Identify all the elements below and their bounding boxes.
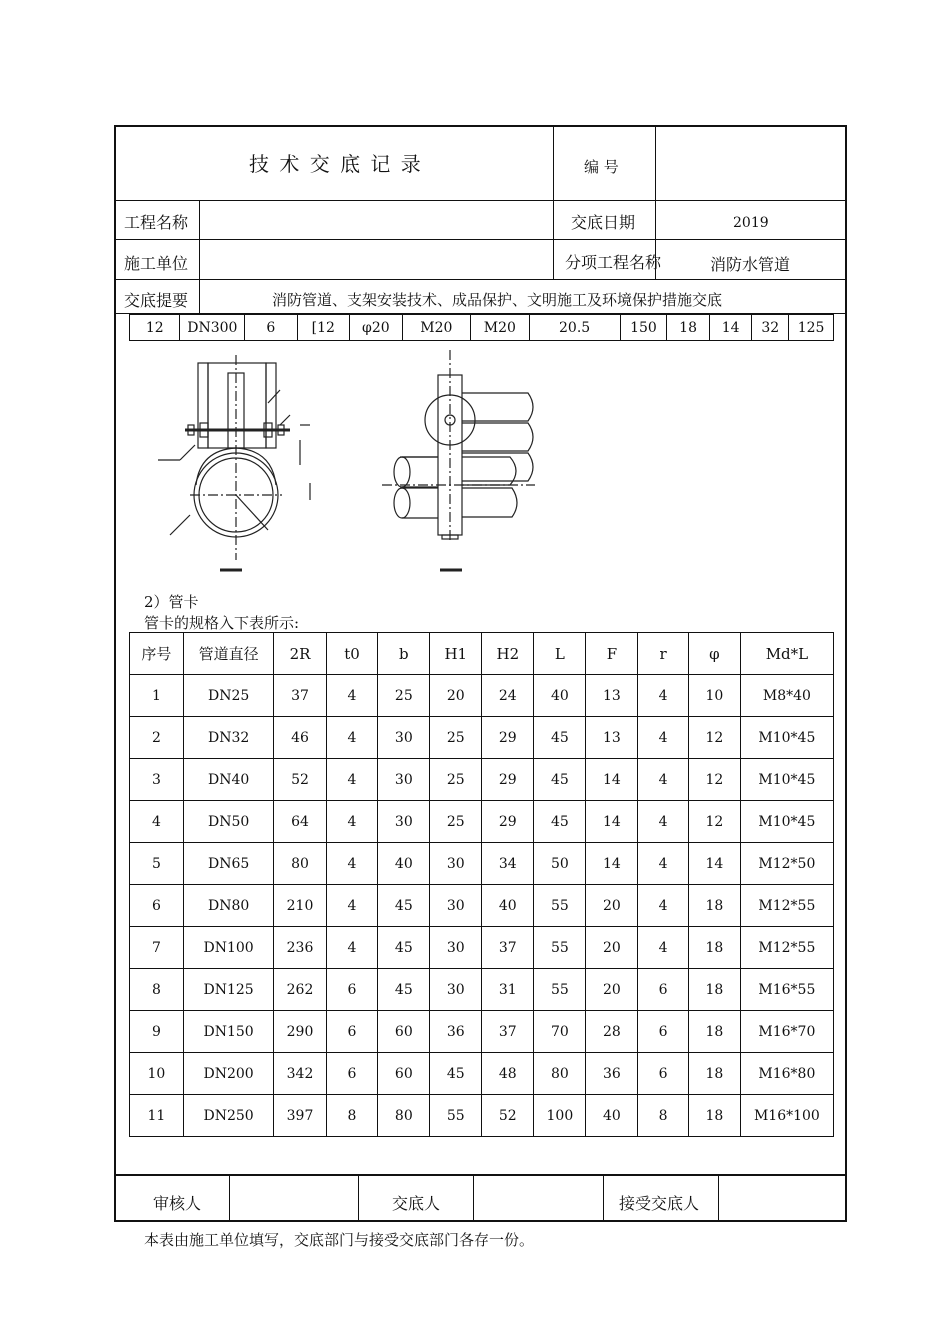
table-cell: M10*45 bbox=[740, 717, 833, 759]
table-cell: 60 bbox=[378, 1053, 430, 1095]
table-cell: 14 bbox=[688, 843, 740, 885]
table-cell: 64 bbox=[274, 801, 326, 843]
table-cell: 150 bbox=[620, 315, 667, 341]
table-cell: 80 bbox=[274, 843, 326, 885]
table-cell: 40 bbox=[378, 843, 430, 885]
table-cell: 4 bbox=[638, 759, 689, 801]
table-cell: 55 bbox=[534, 969, 586, 1011]
table-cell: M16*100 bbox=[740, 1095, 833, 1137]
table-cell: 14 bbox=[586, 759, 638, 801]
table-cell: 8 bbox=[326, 1095, 378, 1137]
date-label: 交底日期 bbox=[571, 213, 636, 232]
table-cell: 55 bbox=[534, 885, 586, 927]
table-cell: 37 bbox=[482, 1011, 534, 1053]
table-cell: 52 bbox=[482, 1095, 534, 1137]
table-cell: 6 bbox=[326, 1011, 378, 1053]
table-cell: 18 bbox=[688, 1053, 740, 1095]
table-row bbox=[130, 1053, 834, 1095]
number-label: 编 号 bbox=[584, 158, 619, 176]
table-cell: 7 bbox=[130, 927, 184, 969]
table-cell: 28 bbox=[586, 1011, 638, 1053]
table-cell: M16*55 bbox=[740, 969, 833, 1011]
table-cell: 40 bbox=[482, 885, 534, 927]
table-cell: 37 bbox=[482, 927, 534, 969]
table-cell: 12 bbox=[130, 315, 180, 341]
table-cell: DN80 bbox=[183, 885, 274, 927]
table-header-row bbox=[130, 633, 834, 675]
table-row bbox=[130, 315, 834, 341]
table-cell: 29 bbox=[482, 717, 534, 759]
divider bbox=[358, 1175, 359, 1222]
summary-value: 消防管道、支架安装技术、成品保护、文明施工及环境保护措施交底 bbox=[272, 291, 723, 309]
table-header-cell: H2 bbox=[482, 633, 534, 675]
table-cell: 6 bbox=[130, 885, 184, 927]
table-cell: 262 bbox=[274, 969, 326, 1011]
table-cell: 236 bbox=[274, 927, 326, 969]
table-cell: 14 bbox=[709, 315, 752, 341]
table-cell: 4 bbox=[326, 717, 378, 759]
table-cell: 6 bbox=[638, 1011, 689, 1053]
divider bbox=[199, 200, 200, 313]
table-cell: 40 bbox=[534, 675, 586, 717]
divider bbox=[114, 239, 847, 240]
table-cell: 50 bbox=[534, 843, 586, 885]
table-cell: DN65 bbox=[183, 843, 274, 885]
table-cell: 37 bbox=[274, 675, 326, 717]
table-cell: 45 bbox=[430, 1053, 482, 1095]
table-cell: M12*55 bbox=[740, 927, 833, 969]
table-cell: 45 bbox=[534, 801, 586, 843]
table-cell: DN300 bbox=[180, 315, 245, 341]
table-cell: DN32 bbox=[183, 717, 274, 759]
divider bbox=[114, 279, 847, 280]
table-cell: M20 bbox=[402, 315, 470, 341]
table-cell: [12 bbox=[297, 315, 350, 341]
table-cell: 4 bbox=[638, 717, 689, 759]
discloser-label: 交底人 bbox=[392, 1194, 441, 1213]
table-cell: 45 bbox=[534, 717, 586, 759]
table-header-cell: 2R bbox=[274, 633, 326, 675]
table-row bbox=[130, 759, 834, 801]
table-cell: 45 bbox=[378, 969, 430, 1011]
table-cell: 4 bbox=[326, 801, 378, 843]
table-header-cell: H1 bbox=[430, 633, 482, 675]
table-cell: 12 bbox=[688, 801, 740, 843]
table-cell: 210 bbox=[274, 885, 326, 927]
table-cell: 6 bbox=[638, 1053, 689, 1095]
table-cell: 4 bbox=[638, 675, 689, 717]
table-cell: 10 bbox=[688, 675, 740, 717]
table-cell: DN250 bbox=[183, 1095, 274, 1137]
section-heading: 2）管卡 bbox=[144, 593, 199, 611]
table-row bbox=[130, 675, 834, 717]
table-cell: 12 bbox=[688, 717, 740, 759]
table-cell: 30 bbox=[378, 717, 430, 759]
subproject-value: 消防水管道 bbox=[710, 255, 791, 274]
table-cell: 29 bbox=[482, 801, 534, 843]
table-cell: 4 bbox=[638, 885, 689, 927]
front-view-drawing bbox=[158, 355, 310, 570]
table-cell: 25 bbox=[430, 801, 482, 843]
table-cell: 14 bbox=[586, 801, 638, 843]
table-cell: 6 bbox=[638, 969, 689, 1011]
receiver-label: 接受交底人 bbox=[619, 1194, 700, 1213]
table-cell: 4 bbox=[326, 843, 378, 885]
table-cell: 1 bbox=[130, 675, 184, 717]
table-cell: M20 bbox=[471, 315, 530, 341]
table-cell: 30 bbox=[378, 801, 430, 843]
table-cell: 20 bbox=[586, 969, 638, 1011]
table-cell: 290 bbox=[274, 1011, 326, 1053]
unit-label: 施工单位 bbox=[124, 254, 189, 273]
table-cell: 4 bbox=[326, 927, 378, 969]
table-header-cell: φ bbox=[688, 633, 740, 675]
table-cell: DN25 bbox=[183, 675, 274, 717]
table-cell: 5 bbox=[130, 843, 184, 885]
table-cell: 18 bbox=[667, 315, 710, 341]
table-header-cell: Md*L bbox=[740, 633, 833, 675]
date-value: 2019 bbox=[733, 215, 769, 231]
divider bbox=[603, 1175, 604, 1222]
table-cell: 32 bbox=[752, 315, 789, 341]
pipe-clamp-spec-table bbox=[129, 632, 834, 1137]
table-row bbox=[130, 885, 834, 927]
table-cell: 18 bbox=[688, 927, 740, 969]
divider bbox=[473, 1175, 474, 1222]
table-cell: 30 bbox=[430, 969, 482, 1011]
table-cell: 125 bbox=[789, 315, 834, 341]
table-cell: 2 bbox=[130, 717, 184, 759]
table-cell: 36 bbox=[430, 1011, 482, 1053]
table-row bbox=[130, 717, 834, 759]
table-cell: 4 bbox=[638, 843, 689, 885]
table-cell: 30 bbox=[378, 759, 430, 801]
table-cell: 4 bbox=[130, 801, 184, 843]
table-row bbox=[130, 1011, 834, 1053]
table-cell: 45 bbox=[378, 885, 430, 927]
table-cell: 18 bbox=[688, 1095, 740, 1137]
table-cell: 52 bbox=[274, 759, 326, 801]
table-cell: M10*45 bbox=[740, 759, 833, 801]
table-header-cell: 管道直径 bbox=[183, 633, 274, 675]
table-cell: 6 bbox=[245, 315, 297, 341]
table-cell: 34 bbox=[482, 843, 534, 885]
table-cell: M12*55 bbox=[740, 885, 833, 927]
form-title: 技 术 交 底 记 录 bbox=[249, 152, 423, 176]
table-row bbox=[130, 1095, 834, 1137]
table-cell: 36 bbox=[586, 1053, 638, 1095]
table-cell: 30 bbox=[430, 885, 482, 927]
table-cell: 8 bbox=[638, 1095, 689, 1137]
table-cell: 12 bbox=[688, 759, 740, 801]
table-cell: 18 bbox=[688, 885, 740, 927]
footer-note: 本表由施工单位填写，交底部门与接受交底部门各存一份。 bbox=[144, 1231, 535, 1249]
table-header-cell: F bbox=[586, 633, 638, 675]
table-cell: 20 bbox=[586, 885, 638, 927]
section-intro: 管卡的规格入下表所示: bbox=[144, 614, 300, 632]
table-cell: 24 bbox=[482, 675, 534, 717]
table-cell: M10*45 bbox=[740, 801, 833, 843]
table-cell: DN100 bbox=[183, 927, 274, 969]
table-cell: DN50 bbox=[183, 801, 274, 843]
project-name-label: 工程名称 bbox=[124, 213, 189, 232]
table-cell: 80 bbox=[534, 1053, 586, 1095]
divider bbox=[114, 1174, 847, 1176]
table-header-cell: t0 bbox=[326, 633, 378, 675]
side-view-drawing bbox=[382, 350, 535, 570]
table-row bbox=[130, 969, 834, 1011]
table-cell: 29 bbox=[482, 759, 534, 801]
table-cell: 6 bbox=[326, 1053, 378, 1095]
table-header-cell: L bbox=[534, 633, 586, 675]
table-cell: 25 bbox=[378, 675, 430, 717]
table-cell: M16*80 bbox=[740, 1053, 833, 1095]
table-cell: 30 bbox=[430, 927, 482, 969]
table-header-cell: r bbox=[638, 633, 689, 675]
table-row bbox=[130, 801, 834, 843]
table-cell: 55 bbox=[534, 927, 586, 969]
table-cell: 31 bbox=[482, 969, 534, 1011]
table-cell: 4 bbox=[326, 675, 378, 717]
table-cell: 48 bbox=[482, 1053, 534, 1095]
table-cell: 4 bbox=[326, 885, 378, 927]
table-header-cell: b bbox=[378, 633, 430, 675]
table-cell: φ20 bbox=[350, 315, 403, 341]
pipe-clamp-drawing bbox=[150, 345, 570, 585]
table-cell: 4 bbox=[326, 759, 378, 801]
table-row bbox=[130, 927, 834, 969]
table-cell: 3 bbox=[130, 759, 184, 801]
table-cell: 60 bbox=[378, 1011, 430, 1053]
table-cell: 45 bbox=[534, 759, 586, 801]
table-cell: DN150 bbox=[183, 1011, 274, 1053]
table-cell: 10 bbox=[130, 1053, 184, 1095]
divider bbox=[718, 1175, 719, 1222]
table-cell: 9 bbox=[130, 1011, 184, 1053]
table-cell: 13 bbox=[586, 675, 638, 717]
table-cell: 25 bbox=[430, 717, 482, 759]
table-cell: 20 bbox=[586, 927, 638, 969]
table-cell: 11 bbox=[130, 1095, 184, 1137]
table-cell: DN40 bbox=[183, 759, 274, 801]
table-cell: 342 bbox=[274, 1053, 326, 1095]
table-cell: 14 bbox=[586, 843, 638, 885]
table-row bbox=[130, 843, 834, 885]
summary-label: 交底提要 bbox=[124, 291, 189, 310]
table-cell: 25 bbox=[430, 759, 482, 801]
table-cell: 13 bbox=[586, 717, 638, 759]
table-cell: M12*50 bbox=[740, 843, 833, 885]
table-cell: 8 bbox=[130, 969, 184, 1011]
table-cell: 40 bbox=[586, 1095, 638, 1137]
divider bbox=[553, 125, 554, 279]
reviewer-label: 审核人 bbox=[153, 1194, 202, 1213]
divider bbox=[114, 200, 847, 201]
table-cell: 46 bbox=[274, 717, 326, 759]
subproject-label: 分项工程名称 bbox=[565, 253, 662, 272]
table-cell: 6 bbox=[326, 969, 378, 1011]
table-cell: M8*40 bbox=[740, 675, 833, 717]
table-cell: 30 bbox=[430, 843, 482, 885]
table-cell: 55 bbox=[430, 1095, 482, 1137]
table-cell: 18 bbox=[688, 1011, 740, 1053]
table-cell: 18 bbox=[688, 969, 740, 1011]
table-cell: 80 bbox=[378, 1095, 430, 1137]
table-cell: 397 bbox=[274, 1095, 326, 1137]
table-cell: M16*70 bbox=[740, 1011, 833, 1053]
table-cell: 45 bbox=[378, 927, 430, 969]
table-cell: 70 bbox=[534, 1011, 586, 1053]
divider bbox=[229, 1175, 230, 1222]
continued-spec-row bbox=[129, 314, 834, 341]
table-cell: 20 bbox=[430, 675, 482, 717]
table-cell: 20.5 bbox=[529, 315, 620, 341]
table-cell: 100 bbox=[534, 1095, 586, 1137]
table-cell: 4 bbox=[638, 801, 689, 843]
table-header-cell: 序号 bbox=[130, 633, 184, 675]
table-cell: 4 bbox=[638, 927, 689, 969]
table-cell: DN200 bbox=[183, 1053, 274, 1095]
table-cell: DN125 bbox=[183, 969, 274, 1011]
